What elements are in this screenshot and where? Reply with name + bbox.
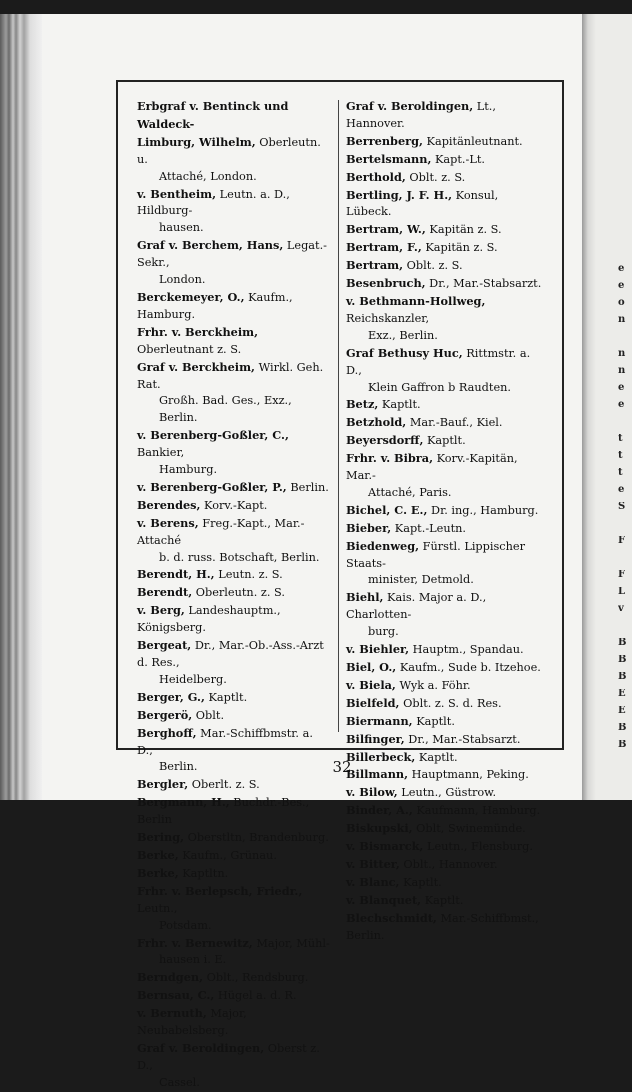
- entry-name: Berghoff,: [137, 725, 197, 740]
- directory-entry: [346, 820, 544, 838]
- entry-details: Kaptlt.: [415, 750, 458, 764]
- next-page-edge: [582, 14, 632, 800]
- next-page-text-fragment: L: [618, 587, 626, 596]
- entry-name: Bergler,: [137, 777, 189, 792]
- entry-details: Kaufm., Sude b. Itzehoe.: [396, 661, 541, 674]
- entry-details: Oberstltn, Brandenburg.: [184, 831, 329, 845]
- directory-entry: [346, 589, 544, 624]
- next-page-text-fragment: v: [618, 604, 624, 613]
- entry-details: Major, Mühl-: [252, 936, 330, 950]
- entry-details: Attaché, London.: [159, 169, 257, 183]
- entry-details: Kapt.-Lt.: [431, 152, 485, 166]
- entry-details: Kaptlt.: [423, 434, 466, 448]
- next-page-text-fragment: [618, 553, 632, 562]
- entry-name: Beyersdorff,: [346, 433, 424, 448]
- entry-details: Oberleutn. z. S.: [192, 586, 285, 600]
- directory-entry: [346, 98, 544, 133]
- directory-entry-continuation: [346, 485, 544, 502]
- entry-details: Mar.-Schiffbmstr. a. D.,: [137, 726, 313, 757]
- entry-details: Oblt. z. S.: [403, 259, 463, 273]
- next-page-text-fragment: t: [618, 468, 623, 477]
- entry-name: v. Biela,: [346, 677, 396, 692]
- left-column: [137, 98, 332, 1092]
- entry-details: Dr., Mar.-Stabsarzt.: [425, 277, 542, 291]
- entry-details: Kaptlt.: [378, 398, 421, 412]
- entry-name: Biskupski,: [346, 821, 413, 836]
- next-page-text-fragment: B: [618, 638, 627, 647]
- directory-entry: [346, 766, 544, 784]
- entry-details: Oberst z. D.,: [137, 1041, 320, 1072]
- entry-details: Kaptlt.: [399, 875, 442, 889]
- entry-details: Kaufm., Grünau.: [178, 848, 277, 862]
- entry-details: burg.: [368, 625, 399, 639]
- directory-entry: [346, 802, 544, 820]
- entry-name: Bertram,: [346, 258, 404, 273]
- next-page-text-fragment: F: [618, 570, 626, 579]
- directory-entry: [137, 935, 332, 953]
- directory-entry: [346, 713, 544, 731]
- entry-details: Kapt.-Leutn.: [391, 521, 467, 535]
- directory-entry: [137, 987, 332, 1005]
- entry-name: Berthold,: [346, 169, 406, 184]
- directory-entry: [346, 257, 544, 275]
- entry-details: Kapitän z. S.: [425, 223, 502, 237]
- entry-details: Freg.-Kapt., Mar.-Attaché: [137, 516, 305, 547]
- column-divider: [338, 100, 339, 732]
- entry-name: Berendt,: [137, 585, 193, 600]
- entry-details: Oblt. z. S.: [405, 170, 466, 184]
- entry-name: v. Berens,: [137, 515, 199, 530]
- directory-entry-continuation: [346, 572, 544, 589]
- directory-entry: [137, 134, 332, 169]
- directory-entry: [346, 695, 544, 713]
- entry-details: Kaufmann, Hamburg.: [412, 804, 541, 818]
- entry-name: v. Biehler,: [346, 642, 410, 657]
- entry-details: Bankier,: [137, 446, 185, 460]
- directory-entry-continuation: [137, 1075, 332, 1092]
- entry-name: Graf Bethusy Huc,: [346, 345, 463, 360]
- entry-details: Attaché, Paris.: [368, 485, 452, 499]
- directory-entry: [346, 293, 544, 328]
- entry-details: Großh. Bad. Ges., Exz., Berlin.: [159, 394, 292, 425]
- entry-name: Graf v. Beroldingen,: [137, 1040, 265, 1055]
- directory-entry: [137, 637, 332, 672]
- next-page-text-fragment: e: [618, 264, 625, 273]
- entry-details: Cassel.: [159, 1075, 200, 1089]
- directory-entry: [137, 829, 332, 847]
- entry-details: Oblt. z. S. d. Res.: [399, 696, 502, 710]
- directory-entry: [346, 520, 544, 538]
- directory-entry: [137, 689, 332, 707]
- next-page-text-fragment: [618, 332, 632, 341]
- entry-details: Leutn. z. S.: [214, 568, 283, 582]
- entry-details: hausen i. E.: [159, 953, 227, 967]
- directory-entry: [137, 515, 332, 550]
- entry-details: Rittmstr. a. D.,: [346, 346, 531, 377]
- entry-details: Exz., Berlin.: [368, 328, 438, 342]
- entry-details: Hügel a. d. R.: [214, 989, 297, 1003]
- entry-details: Kapitänleutnant.: [422, 134, 523, 148]
- directory-entry-continuation: [137, 169, 332, 186]
- directory-entry-continuation: [137, 672, 332, 689]
- entry-name: Billerbeck,: [346, 749, 416, 764]
- entry-details: Oberlt. z. S.: [188, 778, 260, 792]
- entry-name: Biedenweg,: [346, 538, 420, 553]
- entry-name: Berckemeyer, O.,: [137, 289, 245, 304]
- entry-name: Blechschmidt,: [346, 910, 437, 925]
- directory-entry: [346, 856, 544, 874]
- directory-entry: [137, 98, 332, 134]
- entry-name: Berendes,: [137, 497, 201, 512]
- next-page-text-fragment: B: [618, 672, 627, 681]
- entry-name: Bichel, C. E.,: [346, 502, 428, 517]
- entry-name: Biehl,: [346, 590, 384, 605]
- directory-entry: [137, 497, 332, 515]
- next-page-text-fragment: E: [618, 689, 626, 698]
- directory-entry: [137, 883, 332, 918]
- directory-entry: [346, 414, 544, 432]
- entry-name: Bertram, W.,: [346, 222, 426, 237]
- entry-name: Bergeat,: [137, 638, 192, 653]
- directory-entry: [137, 969, 332, 987]
- entry-name: Biermann,: [346, 713, 413, 728]
- entry-details: Oberleutn. u.: [137, 135, 321, 166]
- entry-name: v. Bentheim,: [137, 186, 217, 201]
- entry-name: Bertling, J. F. H.,: [346, 187, 453, 202]
- entry-details: Potsdam.: [159, 918, 212, 932]
- directory-entry: [346, 874, 544, 892]
- next-page-text-fragment: t: [618, 434, 623, 443]
- entry-details: Wyk a. Föhr.: [395, 678, 471, 692]
- entry-name: Graf v. Berchem, Hans,: [137, 238, 284, 253]
- entry-name: Betz,: [346, 397, 379, 412]
- entry-name: Bertelsmann,: [346, 151, 432, 166]
- next-page-text-fragment: e: [618, 383, 625, 392]
- entry-details: Kaptlt.: [204, 690, 248, 704]
- next-page-text-fragment: e: [618, 400, 625, 409]
- entry-details: Landeshauptm., Königsberg.: [137, 604, 281, 635]
- entry-details: Hauptmann, Peking.: [408, 768, 529, 782]
- directory-entry-continuation: [346, 380, 544, 397]
- entry-details: Reichskanzler,: [346, 311, 430, 325]
- entry-details: Kaptlt.: [421, 893, 464, 907]
- next-page-text-fragment: o: [618, 298, 625, 307]
- entry-name: v. Berg,: [137, 603, 185, 618]
- next-page-text-fragment: B: [618, 740, 627, 749]
- entry-name: Frhr. v. Bibra,: [346, 451, 434, 466]
- entry-name: Berger, G.,: [137, 689, 205, 704]
- entry-name: Graf v. Beroldingen,: [346, 99, 474, 113]
- directory-entry: [137, 289, 332, 324]
- entry-details: Hamburg.: [159, 463, 218, 477]
- entry-details: Kaptlt.: [412, 714, 455, 728]
- directory-entry: [346, 892, 544, 910]
- next-page-text-fragment: S: [618, 502, 626, 511]
- directory-entry: [137, 794, 332, 829]
- next-page-text-fragment: n: [618, 366, 626, 375]
- entry-name: Bieber,: [346, 520, 392, 535]
- entry-name: Bilfinger,: [346, 731, 405, 746]
- directory-entry: [346, 396, 544, 414]
- directory-entry: [137, 776, 332, 794]
- entry-name: Bergerö,: [137, 707, 193, 722]
- directory-entry: [137, 847, 332, 865]
- next-page-text-fragment: n: [618, 349, 626, 358]
- entry-details: Legat.-Sekr.,: [137, 239, 327, 270]
- entry-details: Kaufm., Hamburg.: [137, 290, 293, 321]
- directory-entry: [346, 345, 544, 380]
- directory-entry: [137, 186, 332, 221]
- entry-details: Oblt, Swinemünde.: [412, 822, 526, 836]
- entry-details: Wirkl. Geh. Rat.: [137, 360, 324, 391]
- next-page-text-fragment: E: [618, 706, 626, 715]
- directory-entry-continuation: [137, 393, 332, 427]
- entry-name: Bertram, F.,: [346, 240, 422, 255]
- entry-details: Mar.-Bauf., Kiel.: [406, 416, 503, 430]
- entry-name: Binder, A.,: [346, 803, 413, 818]
- next-page-text-fragment: [618, 519, 632, 528]
- entry-details: Dr. ing., Hamburg.: [427, 503, 539, 517]
- entry-details: Lt., Hannover.: [346, 100, 496, 130]
- entry-details: Oblt., Hannover.: [399, 857, 498, 871]
- entry-details: Major, Neubabelsberg.: [137, 1007, 247, 1038]
- entry-name: Berrenberg,: [346, 133, 423, 148]
- directory-entry: [137, 602, 332, 637]
- directory-entry: [137, 584, 332, 602]
- directory-entry: [346, 538, 544, 573]
- directory-entry: [346, 239, 544, 257]
- entry-name: Bergmann, H.,: [137, 795, 230, 810]
- entry-name: Bielfeld,: [346, 695, 400, 710]
- directory-entry: [137, 566, 332, 584]
- entry-name: Graf v. Berckheim,: [137, 359, 255, 374]
- entry-name: Berndgen,: [137, 970, 204, 985]
- directory-entry-continuation: [137, 272, 332, 289]
- right-column: [346, 98, 544, 945]
- entry-details: Buchdr.-Bes., Berlin: [137, 796, 310, 827]
- directory-entry: [137, 427, 332, 462]
- next-page-text-fragment: t: [618, 451, 623, 460]
- directory-entry: [137, 237, 332, 272]
- directory-entry: [346, 677, 544, 695]
- next-page-text-fragment: e: [618, 485, 625, 494]
- directory-entry: [346, 502, 544, 520]
- next-page-text-fragment: e: [618, 281, 625, 290]
- page-number: 32: [332, 758, 352, 776]
- entry-details: Kaptltn.: [178, 866, 229, 880]
- entry-details: Berlin.: [286, 480, 329, 494]
- entry-name: Bernsau, C.,: [137, 988, 215, 1003]
- book-spine-edge: [0, 14, 42, 800]
- directory-entry: [346, 169, 544, 187]
- entry-details: Dr., Mar.-Ob.-Ass.-Arzt d. Res.,: [137, 639, 324, 669]
- entry-details: Oblt., Rendsburg.: [203, 971, 309, 985]
- directory-entry-continuation: [137, 759, 332, 776]
- entry-details: Hauptm., Spandau.: [409, 643, 524, 657]
- directory-entry: [137, 1005, 332, 1040]
- entry-details: Berlin.: [159, 760, 198, 774]
- entry-name: v. Bernuth,: [137, 1006, 207, 1021]
- next-page-text-fragment: [618, 417, 632, 426]
- entry-details: Korv.-Kapt.: [200, 498, 268, 512]
- directory-entry-continuation: [137, 952, 332, 969]
- directory-entry-continuation: [346, 328, 544, 345]
- directory-entry: [346, 133, 544, 151]
- entry-details: Oberleutnant z. S.: [137, 342, 242, 356]
- entry-name: Frhr. v. Bernewitz,: [137, 935, 253, 950]
- next-page-text-fragment: B: [618, 723, 627, 732]
- directory-entry: [137, 865, 332, 883]
- entry-name: v. Berenberg-Goßler, P.,: [137, 479, 287, 494]
- entry-details: Fürstl. Lippischer Staats-: [346, 539, 525, 570]
- entry-name: Besenbruch,: [346, 276, 426, 291]
- next-page-text-fragment: [618, 621, 632, 630]
- entry-details: minister, Detmold.: [368, 573, 474, 587]
- entry-details: Leutn., Güstrow.: [397, 786, 497, 800]
- directory-entry-continuation: [137, 550, 332, 567]
- directory-entry-continuation: [137, 220, 332, 237]
- entry-name: Betzhold,: [346, 415, 407, 430]
- entry-details: Leutn.,: [137, 901, 178, 915]
- entry-details: hausen.: [159, 221, 204, 235]
- entry-name: Berendt, H.,: [137, 567, 215, 582]
- directory-entry: [346, 221, 544, 239]
- entry-name: Bering,: [137, 830, 185, 845]
- directory-entry: [346, 432, 544, 450]
- entry-details: Kais. Major a. D., Charlotten-: [346, 591, 487, 622]
- entry-details: Korv.-Kapitän, Mar.-: [346, 452, 518, 483]
- directory-entry: [137, 324, 332, 359]
- directory-entry-continuation: [346, 624, 544, 641]
- directory-entry: [137, 479, 332, 497]
- entry-details: London.: [159, 273, 206, 287]
- entry-name: Limburg, Wilhelm,: [137, 134, 256, 149]
- entry-details: Konsul, Lübeck.: [346, 188, 499, 219]
- directory-entry-continuation: [137, 918, 332, 935]
- entry-name: Biel, O.,: [346, 660, 397, 674]
- entry-name: v. Bismarck,: [346, 839, 424, 854]
- entry-details: Klein Gaffron b Raudten.: [368, 380, 511, 394]
- entry-details: b. d. russ. Botschaft, Berlin.: [159, 550, 320, 564]
- directory-entry: [346, 731, 544, 749]
- entry-name: Frhr. v. Berlepsch, Friedr.,: [137, 883, 303, 898]
- directory-entry: [346, 450, 544, 485]
- entry-name: v. Berenberg-Goßler, C.,: [137, 428, 289, 443]
- entry-name: v. Blanc,: [346, 874, 400, 889]
- entry-name: Billmann,: [346, 767, 409, 782]
- directory-entry: [346, 641, 544, 659]
- entry-name: v. Bilow,: [346, 785, 398, 800]
- directory-entry: [137, 359, 332, 394]
- entry-name: v. Bitter,: [346, 856, 400, 871]
- directory-entry: [346, 275, 544, 293]
- entry-details: Oblt.: [192, 708, 225, 722]
- entry-details: Mar.-Schiffbmst., Berlin.: [346, 911, 539, 942]
- entry-name: Berke,: [137, 847, 179, 862]
- entry-details: Heidelberg.: [159, 672, 227, 686]
- entry-details: Dr., Mar.-Stabsarzt.: [404, 732, 521, 746]
- directory-entry: [137, 725, 332, 760]
- entry-name: v. Blanquet,: [346, 892, 422, 907]
- next-page-text-fragment: n: [618, 315, 626, 324]
- entry-name: Frhr. v. Berckheim,: [137, 324, 259, 339]
- next-page-text-fragment: F: [618, 536, 626, 545]
- directory-entry: [346, 749, 544, 767]
- directory-entry: [346, 838, 544, 856]
- directory-entry: [346, 659, 544, 677]
- directory-entry: [137, 707, 332, 725]
- entry-details: Leutn. a. D., Hildburg-: [137, 187, 290, 218]
- directory-entry: [346, 910, 544, 945]
- entry-details: Leutn., Flensburg.: [423, 840, 533, 854]
- next-page-text-fragment: B: [618, 655, 627, 664]
- entry-name: Erbgraf v. Bentinck und Waldeck-: [137, 99, 289, 131]
- directory-entry-continuation: [137, 462, 332, 479]
- directory-entry: [346, 187, 544, 222]
- entry-name: v. Bethmann-Hollweg,: [346, 293, 486, 308]
- directory-entry: [346, 151, 544, 169]
- entry-details: Kapitän z. S.: [421, 241, 498, 255]
- directory-entry: [137, 1040, 332, 1075]
- entry-name: Berke,: [137, 865, 179, 880]
